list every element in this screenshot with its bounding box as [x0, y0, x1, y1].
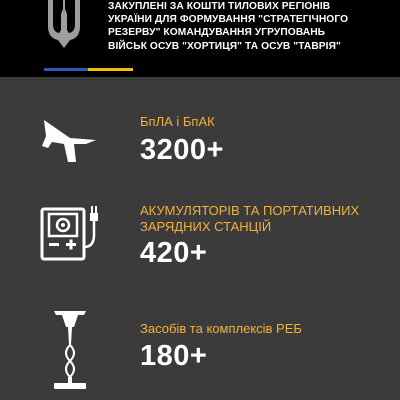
- header-line-4: ВІЙСЬК ОСУВ "ХОРТИЦЯ" ТА ОСУВ "ТАВРІЯ": [108, 40, 341, 52]
- header-line-2: УКРАЇНИ ДЛЯ ФОРМУВАННЯ "СТРАТЕГІЧНОГО: [108, 14, 349, 26]
- stat-item-batteries: [0, 195, 400, 275]
- power-station-icon: [40, 203, 102, 263]
- stat-label-drones-line1: БпЛА і БпАК: [140, 114, 215, 129]
- stat-label-batteries-line1: АКУМУЛЯТОРІВ ТА ПОРТАТИВНИХ: [140, 203, 360, 218]
- stat-value-batteries: 420+: [140, 237, 208, 269]
- stat-label-ew: [140, 321, 390, 337]
- header-banner: [0, 0, 400, 77]
- drone-icon: [40, 112, 100, 164]
- stat-label-drones: [140, 114, 390, 130]
- stat-value-drones: 3200+: [140, 134, 224, 166]
- stat-label-batteries-line2: ЗАРЯДНИХ СТАНЦІЙ: [140, 219, 272, 234]
- ew-system-icon: [40, 307, 100, 395]
- stat-item-drones: [0, 100, 400, 180]
- header-title: [108, 0, 398, 53]
- header-line-3: РЕЗЕРВУ" КОМАНДУВАННЯ УГРУПОВАНЬ: [108, 27, 326, 39]
- stat-label-batteries: [140, 203, 390, 235]
- flag-stripe-yellow: [88, 68, 133, 71]
- stat-label-ew-line1: Засобів та комплексів РЕБ: [140, 321, 302, 336]
- header-line-1: ЗАКУПЛЕНІ ЗА КОШТИ ТИЛОВИХ РЕГІОНІВ: [108, 1, 331, 12]
- stat-value-ew: 180+: [140, 340, 208, 372]
- flag-stripe-blue: [44, 68, 88, 71]
- trident-icon: [44, 0, 84, 50]
- stat-item-ew: [0, 305, 400, 400]
